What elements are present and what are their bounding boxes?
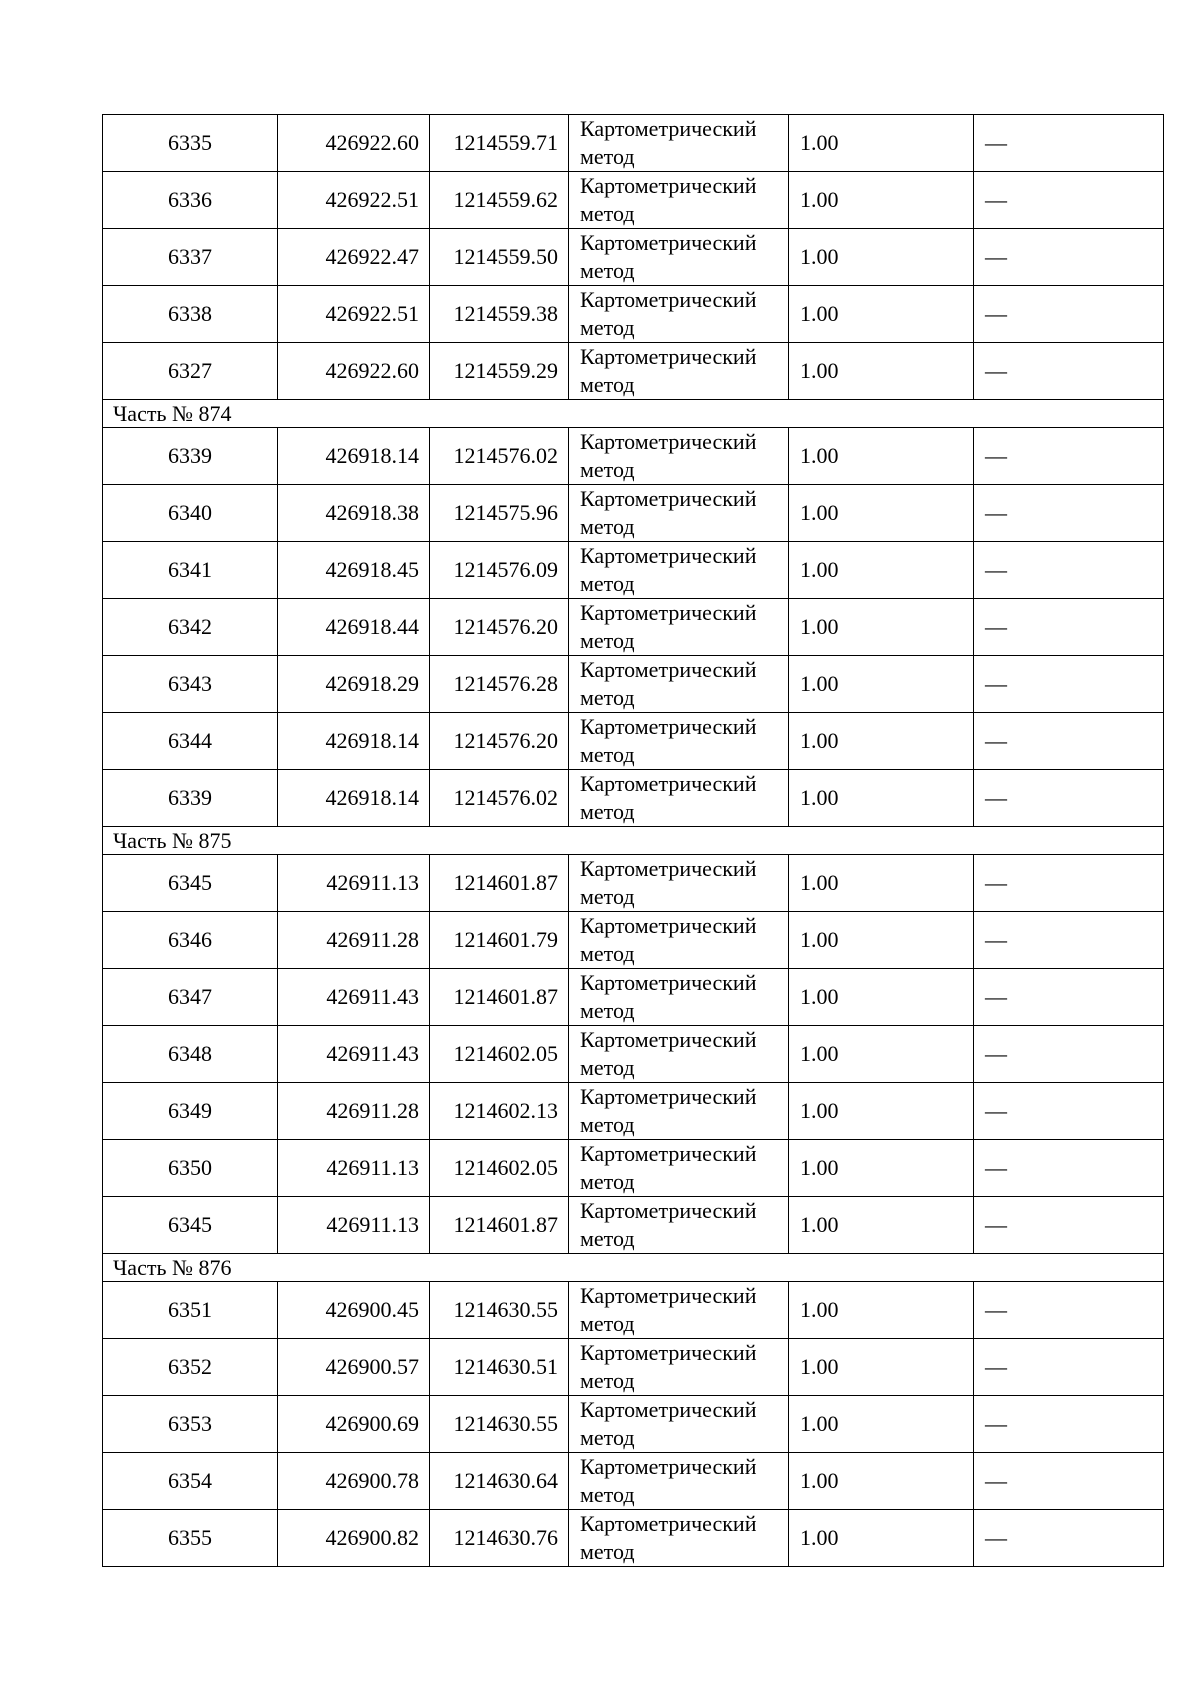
coord-x: 426911.13 bbox=[278, 855, 430, 912]
method-line-2: метод bbox=[580, 144, 635, 169]
point-row bbox=[103, 1396, 1164, 1453]
coord-x: 426900.69 bbox=[278, 1396, 430, 1453]
method-line-2: метод bbox=[580, 884, 635, 909]
method-line-1: Картометрический bbox=[580, 1511, 757, 1536]
method-line-2: метод bbox=[580, 1539, 635, 1564]
part-label: Часть № 876 bbox=[103, 1254, 1164, 1282]
extra-value: — bbox=[974, 485, 1164, 542]
method-cell bbox=[569, 1026, 789, 1083]
method-cell bbox=[569, 229, 789, 286]
point-number: 6347 bbox=[103, 969, 278, 1026]
method-cell bbox=[569, 286, 789, 343]
point-row bbox=[103, 1282, 1164, 1339]
coord-y: 1214576.20 bbox=[430, 713, 569, 770]
extra-value: — bbox=[974, 172, 1164, 229]
accuracy-value: 1.00 bbox=[789, 286, 974, 343]
point-row bbox=[103, 286, 1164, 343]
method-line-1: Картометрический bbox=[580, 287, 757, 312]
accuracy-value: 1.00 bbox=[789, 1083, 974, 1140]
point-number: 6349 bbox=[103, 1083, 278, 1140]
method-line-1: Картометрический bbox=[580, 1454, 757, 1479]
method-line-1: Картометрический bbox=[580, 116, 757, 141]
method-line-1: Картометрический bbox=[580, 1198, 757, 1223]
point-number: 6345 bbox=[103, 855, 278, 912]
extra-value: — bbox=[974, 428, 1164, 485]
method-cell bbox=[569, 855, 789, 912]
method-line-2: метод bbox=[580, 1482, 635, 1507]
coord-y: 1214601.87 bbox=[430, 969, 569, 1026]
method-line-2: метод bbox=[580, 799, 635, 824]
coord-x: 426922.47 bbox=[278, 229, 430, 286]
point-number: 6335 bbox=[103, 115, 278, 172]
coord-x: 426918.14 bbox=[278, 428, 430, 485]
method-line-2: метод bbox=[580, 998, 635, 1023]
point-number: 6342 bbox=[103, 599, 278, 656]
coord-y: 1214576.02 bbox=[430, 428, 569, 485]
point-row bbox=[103, 485, 1164, 542]
accuracy-value: 1.00 bbox=[789, 115, 974, 172]
method-line-1: Картометрический bbox=[580, 173, 757, 198]
coord-x: 426900.78 bbox=[278, 1453, 430, 1510]
coordinates-table bbox=[102, 114, 1164, 1567]
point-number: 6339 bbox=[103, 428, 278, 485]
coordinates-table-body bbox=[103, 115, 1164, 1567]
coord-y: 1214575.96 bbox=[430, 485, 569, 542]
coord-x: 426918.38 bbox=[278, 485, 430, 542]
point-number: 6338 bbox=[103, 286, 278, 343]
extra-value: — bbox=[974, 1083, 1164, 1140]
coord-y: 1214559.71 bbox=[430, 115, 569, 172]
extra-value: — bbox=[974, 542, 1164, 599]
coord-x: 426911.13 bbox=[278, 1140, 430, 1197]
extra-value: — bbox=[974, 912, 1164, 969]
coord-y: 1214559.50 bbox=[430, 229, 569, 286]
point-number: 6344 bbox=[103, 713, 278, 770]
method-line-2: метод bbox=[580, 514, 635, 539]
accuracy-value: 1.00 bbox=[789, 1282, 974, 1339]
point-number: 6355 bbox=[103, 1510, 278, 1567]
extra-value: — bbox=[974, 115, 1164, 172]
method-line-2: метод bbox=[580, 571, 635, 596]
point-row bbox=[103, 1083, 1164, 1140]
method-line-2: метод bbox=[580, 258, 635, 283]
accuracy-value: 1.00 bbox=[789, 1339, 974, 1396]
coord-y: 1214576.09 bbox=[430, 542, 569, 599]
extra-value: — bbox=[974, 286, 1164, 343]
part-header-row bbox=[103, 400, 1164, 428]
coord-y: 1214601.87 bbox=[430, 1197, 569, 1254]
method-line-1: Картометрический bbox=[580, 1027, 757, 1052]
method-cell bbox=[569, 1083, 789, 1140]
extra-value: — bbox=[974, 1026, 1164, 1083]
accuracy-value: 1.00 bbox=[789, 343, 974, 400]
coord-x: 426911.28 bbox=[278, 912, 430, 969]
method-line-2: метод bbox=[580, 1368, 635, 1393]
point-row bbox=[103, 115, 1164, 172]
accuracy-value: 1.00 bbox=[789, 599, 974, 656]
coord-x: 426922.51 bbox=[278, 172, 430, 229]
method-line-1: Картометрический bbox=[580, 913, 757, 938]
point-row bbox=[103, 1140, 1164, 1197]
part-header-row bbox=[103, 1254, 1164, 1282]
method-cell bbox=[569, 428, 789, 485]
coord-y: 1214576.28 bbox=[430, 656, 569, 713]
method-cell bbox=[569, 656, 789, 713]
point-row bbox=[103, 969, 1164, 1026]
method-line-1: Картометрический bbox=[580, 486, 757, 511]
accuracy-value: 1.00 bbox=[789, 1140, 974, 1197]
method-line-2: метод bbox=[580, 685, 635, 710]
method-cell bbox=[569, 969, 789, 1026]
coord-y: 1214601.79 bbox=[430, 912, 569, 969]
extra-value: — bbox=[974, 855, 1164, 912]
coord-x: 426918.14 bbox=[278, 713, 430, 770]
point-row bbox=[103, 1026, 1164, 1083]
extra-value: — bbox=[974, 229, 1164, 286]
accuracy-value: 1.00 bbox=[789, 428, 974, 485]
point-row bbox=[103, 229, 1164, 286]
point-row bbox=[103, 855, 1164, 912]
method-cell bbox=[569, 1339, 789, 1396]
accuracy-value: 1.00 bbox=[789, 713, 974, 770]
method-cell bbox=[569, 542, 789, 599]
coord-y: 1214602.05 bbox=[430, 1140, 569, 1197]
point-row bbox=[103, 912, 1164, 969]
point-row bbox=[103, 343, 1164, 400]
extra-value: — bbox=[974, 770, 1164, 827]
point-number: 6340 bbox=[103, 485, 278, 542]
point-number: 6351 bbox=[103, 1282, 278, 1339]
coord-x: 426918.29 bbox=[278, 656, 430, 713]
point-number: 6336 bbox=[103, 172, 278, 229]
point-row bbox=[103, 656, 1164, 713]
coord-y: 1214630.76 bbox=[430, 1510, 569, 1567]
method-line-1: Картометрический bbox=[580, 600, 757, 625]
coord-x: 426922.60 bbox=[278, 343, 430, 400]
point-number: 6337 bbox=[103, 229, 278, 286]
method-line-1: Картометрический bbox=[580, 1084, 757, 1109]
accuracy-value: 1.00 bbox=[789, 1510, 974, 1567]
part-label: Часть № 874 bbox=[103, 400, 1164, 428]
method-line-2: метод bbox=[580, 628, 635, 653]
accuracy-value: 1.00 bbox=[789, 1197, 974, 1254]
accuracy-value: 1.00 bbox=[789, 229, 974, 286]
coord-x: 426918.45 bbox=[278, 542, 430, 599]
method-line-2: метод bbox=[580, 201, 635, 226]
coord-x: 426900.45 bbox=[278, 1282, 430, 1339]
coord-x: 426911.43 bbox=[278, 1026, 430, 1083]
point-number: 6339 bbox=[103, 770, 278, 827]
method-line-1: Картометрический bbox=[580, 1397, 757, 1422]
point-row bbox=[103, 1339, 1164, 1396]
method-cell bbox=[569, 1453, 789, 1510]
coord-x: 426900.82 bbox=[278, 1510, 430, 1567]
accuracy-value: 1.00 bbox=[789, 855, 974, 912]
method-cell bbox=[569, 770, 789, 827]
method-cell bbox=[569, 115, 789, 172]
method-line-2: метод bbox=[580, 1112, 635, 1137]
coord-x: 426911.43 bbox=[278, 969, 430, 1026]
coord-x: 426918.14 bbox=[278, 770, 430, 827]
extra-value: — bbox=[974, 1282, 1164, 1339]
method-line-1: Картометрический bbox=[580, 1340, 757, 1365]
coord-y: 1214630.55 bbox=[430, 1396, 569, 1453]
coord-y: 1214576.20 bbox=[430, 599, 569, 656]
method-cell bbox=[569, 599, 789, 656]
coord-y: 1214630.51 bbox=[430, 1339, 569, 1396]
coord-y: 1214559.38 bbox=[430, 286, 569, 343]
point-row bbox=[103, 1510, 1164, 1567]
method-line-1: Картометрический bbox=[580, 657, 757, 682]
point-number: 6346 bbox=[103, 912, 278, 969]
point-number: 6341 bbox=[103, 542, 278, 599]
accuracy-value: 1.00 bbox=[789, 1453, 974, 1510]
method-cell bbox=[569, 1140, 789, 1197]
method-line-1: Картометрический bbox=[580, 970, 757, 995]
method-line-2: метод bbox=[580, 1169, 635, 1194]
method-line-1: Картометрический bbox=[580, 1283, 757, 1308]
accuracy-value: 1.00 bbox=[789, 770, 974, 827]
extra-value: — bbox=[974, 343, 1164, 400]
accuracy-value: 1.00 bbox=[789, 1026, 974, 1083]
extra-value: — bbox=[974, 599, 1164, 656]
method-cell bbox=[569, 912, 789, 969]
method-line-1: Картометрический bbox=[580, 1141, 757, 1166]
point-row bbox=[103, 599, 1164, 656]
point-number: 6348 bbox=[103, 1026, 278, 1083]
coord-y: 1214630.64 bbox=[430, 1453, 569, 1510]
accuracy-value: 1.00 bbox=[789, 656, 974, 713]
point-row bbox=[103, 1453, 1164, 1510]
accuracy-value: 1.00 bbox=[789, 542, 974, 599]
coord-y: 1214630.55 bbox=[430, 1282, 569, 1339]
method-cell bbox=[569, 1282, 789, 1339]
coord-x: 426911.13 bbox=[278, 1197, 430, 1254]
extra-value: — bbox=[974, 1510, 1164, 1567]
part-label: Часть № 875 bbox=[103, 827, 1164, 855]
method-cell bbox=[569, 1197, 789, 1254]
method-line-1: Картометрический bbox=[580, 344, 757, 369]
method-line-1: Картометрический bbox=[580, 429, 757, 454]
method-line-1: Картометрический bbox=[580, 771, 757, 796]
method-line-2: метод bbox=[580, 1425, 635, 1450]
point-number: 6327 bbox=[103, 343, 278, 400]
point-number: 6353 bbox=[103, 1396, 278, 1453]
point-number: 6343 bbox=[103, 656, 278, 713]
accuracy-value: 1.00 bbox=[789, 969, 974, 1026]
part-header-row bbox=[103, 827, 1164, 855]
coord-y: 1214559.29 bbox=[430, 343, 569, 400]
coord-x: 426911.28 bbox=[278, 1083, 430, 1140]
extra-value: — bbox=[974, 1197, 1164, 1254]
point-row bbox=[103, 1197, 1164, 1254]
point-row bbox=[103, 542, 1164, 599]
extra-value: — bbox=[974, 713, 1164, 770]
method-line-2: метод bbox=[580, 941, 635, 966]
extra-value: — bbox=[974, 656, 1164, 713]
method-line-2: метод bbox=[580, 1311, 635, 1336]
method-line-2: метод bbox=[580, 372, 635, 397]
method-cell bbox=[569, 172, 789, 229]
method-line-2: метод bbox=[580, 1226, 635, 1251]
extra-value: — bbox=[974, 1453, 1164, 1510]
extra-value: — bbox=[974, 969, 1164, 1026]
method-cell bbox=[569, 1396, 789, 1453]
point-number: 6354 bbox=[103, 1453, 278, 1510]
point-row bbox=[103, 428, 1164, 485]
point-number: 6345 bbox=[103, 1197, 278, 1254]
method-line-1: Картометрический bbox=[580, 230, 757, 255]
coord-y: 1214602.05 bbox=[430, 1026, 569, 1083]
method-line-2: метод bbox=[580, 742, 635, 767]
accuracy-value: 1.00 bbox=[789, 1396, 974, 1453]
point-row bbox=[103, 713, 1164, 770]
method-cell bbox=[569, 485, 789, 542]
method-line-2: метод bbox=[580, 1055, 635, 1080]
accuracy-value: 1.00 bbox=[789, 485, 974, 542]
extra-value: — bbox=[974, 1339, 1164, 1396]
accuracy-value: 1.00 bbox=[789, 172, 974, 229]
method-cell bbox=[569, 1510, 789, 1567]
method-line-2: метод bbox=[580, 315, 635, 340]
method-line-1: Картометрический bbox=[580, 714, 757, 739]
coord-x: 426900.57 bbox=[278, 1339, 430, 1396]
method-line-1: Картометрический bbox=[580, 856, 757, 881]
method-cell bbox=[569, 713, 789, 770]
coord-y: 1214576.02 bbox=[430, 770, 569, 827]
method-line-1: Картометрический bbox=[580, 543, 757, 568]
point-number: 6350 bbox=[103, 1140, 278, 1197]
coord-x: 426918.44 bbox=[278, 599, 430, 656]
extra-value: — bbox=[974, 1140, 1164, 1197]
coord-x: 426922.60 bbox=[278, 115, 430, 172]
method-cell bbox=[569, 343, 789, 400]
coord-y: 1214601.87 bbox=[430, 855, 569, 912]
extra-value: — bbox=[974, 1396, 1164, 1453]
point-row bbox=[103, 770, 1164, 827]
coord-y: 1214602.13 bbox=[430, 1083, 569, 1140]
coord-y: 1214559.62 bbox=[430, 172, 569, 229]
method-line-2: метод bbox=[580, 457, 635, 482]
coord-x: 426922.51 bbox=[278, 286, 430, 343]
accuracy-value: 1.00 bbox=[789, 912, 974, 969]
point-row bbox=[103, 172, 1164, 229]
point-number: 6352 bbox=[103, 1339, 278, 1396]
